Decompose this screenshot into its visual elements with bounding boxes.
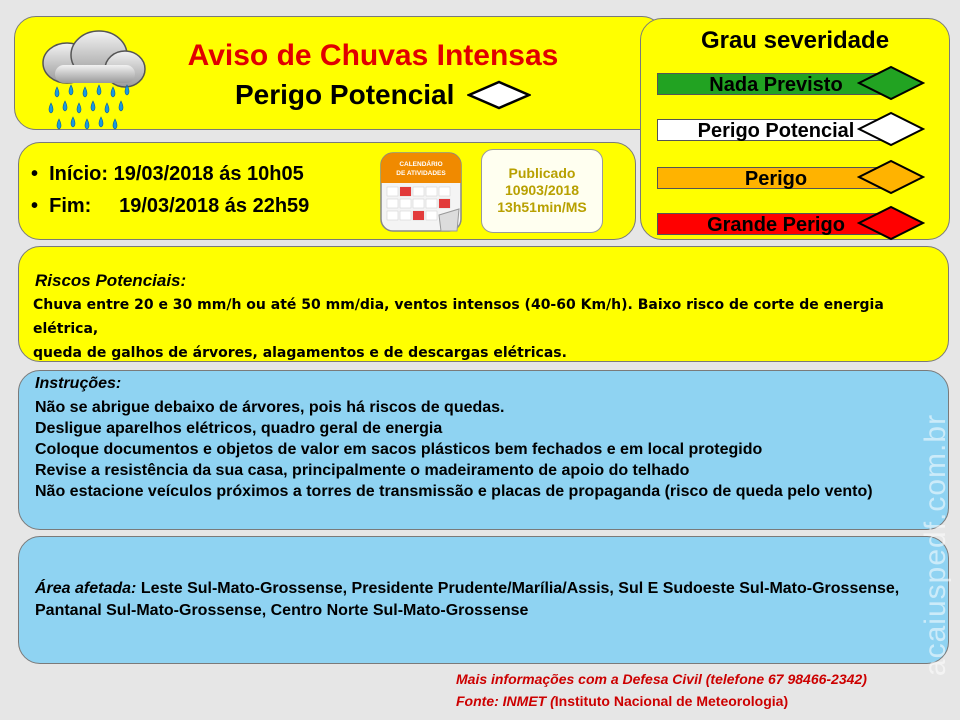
instruction-item: Não se abrigue debaixo de árvores, pois há riscos de quedas. [35,399,505,416]
affected-area-label: Área afetada: [35,580,137,597]
published-date: 10903/2018 [505,182,579,198]
orange-diamond-icon [857,159,925,195]
calendar-title: CALENDÁRIO [399,161,443,168]
calendar-icon [379,149,463,233]
alert-header [14,16,664,130]
severity-bar: Perigo Potencial [657,119,895,141]
watermark [916,413,956,677]
alert-level-label: Perigo Potencial [235,79,455,110]
alert-period [18,142,636,240]
end-date-text: Fim: 19/03/2018 ás 22h59 [49,195,310,217]
affected-area-panel [18,536,949,664]
risks-description [33,293,943,365]
more-info-text [456,668,946,690]
start-date: • Início: 19/03/2018 ás 10h05 [31,163,304,185]
watermark-text: acaiuspedf.com.br [919,413,952,677]
severity-level-great-danger [657,205,937,241]
calendar-subtitle: DE ATIVIDADES [396,170,446,177]
more-info-line: Mais informações com a Defesa Civil (telefone 67 98466-2342) [456,671,867,687]
risks-line: queda de galhos de árvores, alagamentos e de descargas elétricas. [33,345,567,361]
instructions-title: Instruções: [35,375,122,392]
footer [456,668,946,712]
affected-area-regions: Leste Sul-Mato-Grossense, Presidente Prudente/Marília/Assis, Sul E Sudoeste Sul-Mato-Grossense, Pantanal Sul-Mato-Grossense, Centro Norte Sul-Mato-Grossense [35,580,900,619]
instruction-item: Desligue aparelhos elétricos, quadro geral de energia [35,420,443,437]
instructions-panel [18,370,949,530]
instructions-list [35,397,935,502]
alert-level-row [235,79,531,111]
severity-bar: Perigo [657,167,895,189]
risks-panel [18,246,949,362]
start-date-text: Início: 19/03/2018 ás 10h05 [49,163,304,185]
severity-bar: Nada Previsto [657,73,895,95]
white-diamond-icon [857,111,925,147]
severity-level-potential [657,111,937,147]
instruction-item: Não estacione veículos próximos a torres de transmissão e placas de propaganda (risco de queda pelo vento) [35,483,873,500]
level-diamond-icon [467,80,531,110]
risks-line: Chuva entre 20 e 30 mm/h ou até 50 mm/dia, ventos intensos (40-60 Km/h). Baixo risco de corte de energia elétrica, [33,297,884,337]
risks-title: Riscos Potenciais: [35,271,187,290]
rain-cloud-icon [37,29,147,139]
published-label: Publicado [508,165,576,181]
end-date: • Fim: 19/03/2018 ás 22h59 [31,195,310,217]
severity-bar: Grande Perigo [657,213,895,235]
severity-legend [640,18,950,240]
published-time: 13h51min/MS [497,199,587,215]
severity-title: Grau severidade [700,27,890,54]
published-info [481,149,603,233]
alert-title: Aviso de Chuvas Intensas [187,39,559,72]
instruction-item: Revise a resistência da sua casa, principalmente o madeiramento de apoio do telhado [35,462,690,479]
source-text [456,690,946,712]
affected-area-text [35,578,925,622]
severity-level-none [657,65,937,101]
red-diamond-icon [857,205,925,241]
source-name: Instituto Nacional de Meteorologia) [554,693,789,709]
source-label: Fonte: INMET ( [456,693,555,709]
instruction-item: Coloque documentos e objetos de valor em sacos plásticos bem fechados e em local protegido [35,441,763,458]
severity-level-danger [657,159,937,195]
green-diamond-icon [857,65,925,101]
